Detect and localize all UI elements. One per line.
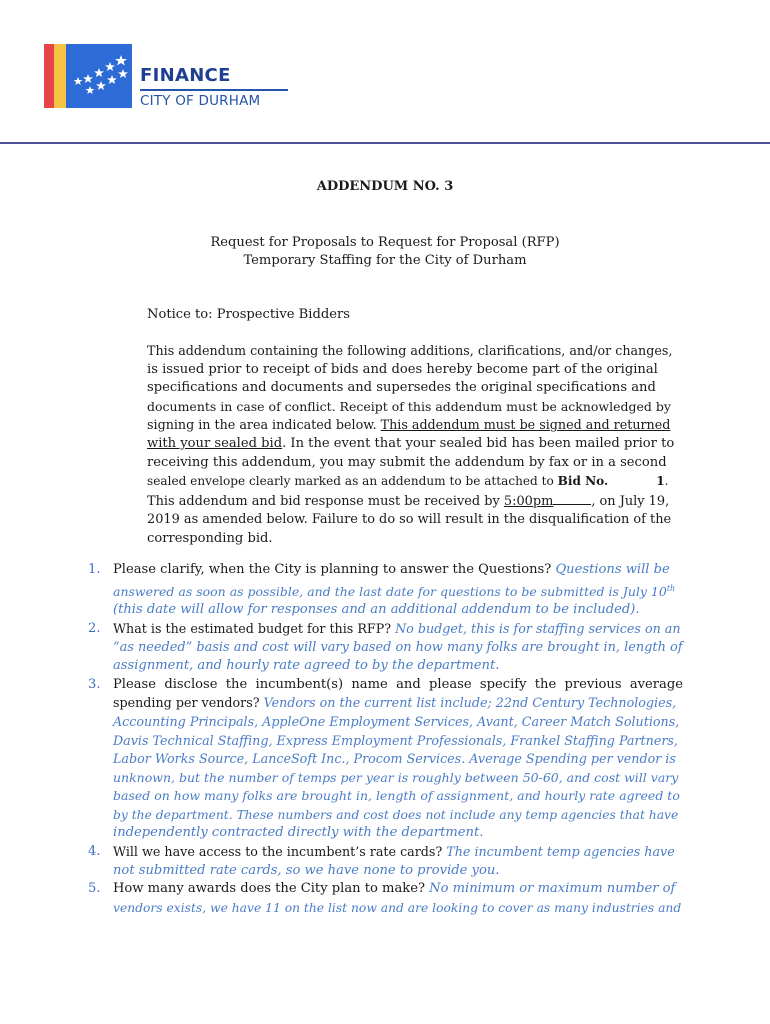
bid-no-value: 1 [656, 474, 665, 489]
question-line [113, 601, 683, 620]
rfp-title-line2: Temporary Staffing for the City of Durham [243, 253, 527, 268]
para-text: , on July 19, [591, 493, 670, 509]
para-line: specifications and documents and supersedes the original specifications and [147, 380, 656, 396]
para-text: This addendum and bid response must be received by [147, 493, 504, 509]
answer-text: answered as soon as possible, and the last date for questions to be submitted is July 10 [113, 583, 667, 599]
question-item [88, 676, 683, 843]
para-line: corresponding bid. [147, 530, 273, 546]
answer-superscript: th [666, 583, 676, 593]
answer-text: assignment, and hourly rate agreed to by the department. [113, 658, 500, 674]
para-text: signing in the area indicated below. [147, 417, 381, 433]
addendum-paragraph [147, 342, 675, 549]
question-line [113, 676, 683, 695]
para-text: . In the event that your sealed bid has been mailed prior to [282, 435, 675, 451]
question-number: 1. [88, 562, 101, 577]
answer-text: (this date will allow for responses and an additional addendum to be included). [113, 602, 640, 618]
question-line [113, 862, 683, 881]
question-text: Please disclose the incumbent(s) name and please specify the previous average [113, 676, 683, 692]
para-line: This addendum containing the following additions, clarifications, and/or changes, [147, 343, 673, 358]
page-header [0, 0, 770, 144]
question-line [113, 713, 683, 732]
question-line [113, 750, 683, 769]
para-text: sealed envelope clearly marked as an addendum to be attached to [147, 474, 558, 489]
question-item [88, 620, 683, 676]
para-line [147, 416, 675, 435]
finance-logo [44, 44, 289, 110]
question-line [113, 620, 683, 639]
answer-text: vendors exists, we have 11 on the list now and are looking to cover as many industries and [113, 900, 682, 915]
answer-text: Labor Works Source, LanceSoft Inc., Procom Services. Average Spending per vendor is [113, 751, 676, 767]
answer-text: not submitted rate cards, so we have none to provide you. [113, 862, 500, 878]
underlined-notice: with your sealed bid [147, 435, 283, 451]
answer-text: independently contracted directly with the department. [113, 825, 484, 841]
underlined-notice: This addendum must be signed and returned [380, 417, 671, 433]
para-line [147, 491, 675, 512]
logo-blue-block [66, 44, 132, 108]
para-line [147, 472, 675, 491]
addendum-title: ADDENDUM NO. 3 [316, 179, 454, 194]
rfp-title-line1: Request for Proposals to Request for Proposal (RFP) [210, 235, 560, 250]
answer-text: Accounting Principals, AppleOne Employment Services, Avant, Career Match Solutions, [113, 713, 680, 729]
question-number: 4. [88, 844, 101, 860]
logo-divider [140, 89, 288, 91]
question-line [113, 787, 683, 806]
answer-text: “as needed” basis and cost will vary based on how many folks are brought in, length of [113, 639, 683, 655]
para-line: receiving this addendum, you may submit the addendum by fax or in a second [147, 454, 667, 470]
question-item [88, 880, 683, 917]
answer-text: unknown, but the number of temps per year is roughly between 50-60, and cost will vary [113, 769, 679, 785]
question-line [113, 657, 683, 676]
question-text: What is the estimated budget for this RFP? [113, 620, 396, 636]
question-text: spending per vendors? [113, 695, 264, 711]
bid-no-label: Bid No. [557, 474, 609, 489]
question-item [88, 843, 683, 880]
question-line [113, 769, 683, 788]
answer-text: by the department. These numbers and cost does not include any temp agencies that have [113, 807, 679, 822]
question-line [113, 806, 683, 825]
question-line [113, 561, 683, 580]
notice-line: Notice to: Prospective Bidders [147, 307, 350, 322]
question-line [113, 732, 683, 751]
logo-title: FINANCE [140, 65, 231, 86]
question-line [113, 880, 683, 899]
question-text: How many awards does the City plan to make? [113, 881, 430, 897]
question-line [113, 580, 683, 602]
question-line [113, 639, 683, 658]
stars-icon [66, 44, 132, 108]
question-item [88, 561, 683, 620]
para-line: is issued prior to receipt of bids and does hereby become part of the original [147, 361, 658, 377]
question-number: 3. [88, 676, 101, 692]
para-line: 2019 as amended below. Failure to do so will result in the disqualification of the [147, 512, 672, 528]
answer-text: based on how many folks are brought in, length of assignment, and hourly rate agreed to [113, 788, 680, 804]
logo-yellow-stripe [54, 44, 66, 108]
answer-text: Davis Technical Staffing, Express Employment Professionals, Frankel Staffing Partners, [113, 732, 678, 748]
answer-text: Questions will be [555, 562, 670, 577]
question-line [113, 899, 683, 918]
question-line [113, 824, 683, 843]
answer-text: No budget, this is for staffing services on an [395, 620, 681, 636]
answer-text: Vendors on the current list include; 22nd Century Technologies, [263, 695, 677, 711]
question-line [113, 694, 683, 713]
question-list [88, 561, 683, 917]
question-text: Please clarify, when the City is planning to answer the Questions? [113, 562, 556, 577]
deadline-blank [553, 491, 591, 505]
para-line: documents in case of conflict. Receipt of this addendum must be acknowledged by [147, 398, 671, 414]
logo-subtitle: CITY OF DURHAM [140, 93, 261, 109]
para-line [147, 435, 675, 454]
question-number: 2. [88, 620, 101, 636]
question-text: Will we have access to the incumbent’s rate cards? [113, 844, 447, 860]
question-line [113, 843, 683, 862]
answer-text: The incumbent temp agencies have [446, 844, 675, 860]
para-text: . [664, 474, 669, 489]
logo-red-stripe [44, 44, 54, 108]
answer-text: No minimum or maximum number of [429, 881, 676, 897]
deadline-time: 5:00pm [503, 493, 554, 509]
question-number: 5. [88, 881, 101, 897]
